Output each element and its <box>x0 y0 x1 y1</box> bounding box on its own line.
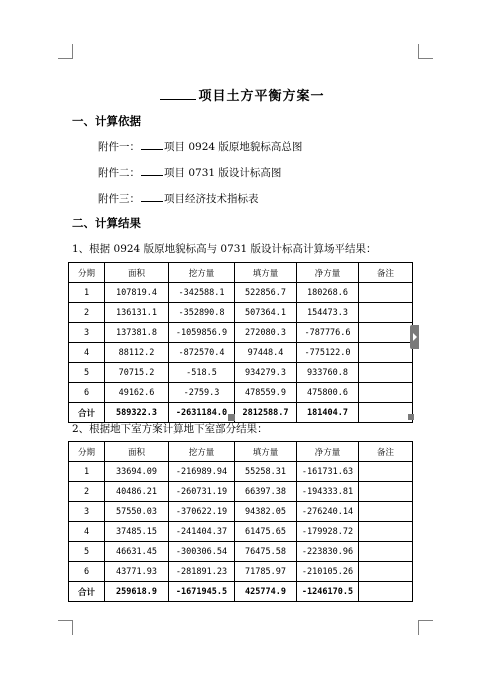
attachment-prefix: 附件三： <box>98 193 140 205</box>
table-cell: -1059856.9 <box>169 323 235 343</box>
title-blank-line <box>160 87 196 100</box>
col-header: 备注 <box>359 442 413 462</box>
attachment-prefix: 附件二： <box>98 167 140 179</box>
crop-mark-top-right <box>418 44 433 59</box>
attachment-prefix: 附件一： <box>98 141 140 153</box>
table-cell: 507364.1 <box>235 303 297 323</box>
table-cell <box>359 462 413 482</box>
table-cell: 37485.15 <box>105 522 169 542</box>
document-title <box>0 85 485 104</box>
table-move-handle[interactable] <box>228 414 235 421</box>
table-site-leveling <box>68 262 413 423</box>
col-header: 面积 <box>105 442 169 462</box>
table-cell: -276240.14 <box>297 502 359 522</box>
table-cell: 2 <box>69 303 105 323</box>
table-cell: 40486.21 <box>105 482 169 502</box>
table-cell <box>359 542 413 562</box>
table-cell: 6 <box>69 383 105 403</box>
table-cell: 3 <box>69 502 105 522</box>
table-cell: 88112.2 <box>105 343 169 363</box>
table-cell: 2 <box>69 482 105 502</box>
document-title-text: 项目土方平衡方案一 <box>198 89 325 104</box>
table-cell: 5 <box>69 542 105 562</box>
table-cell: 4 <box>69 343 105 363</box>
table-cell <box>359 323 413 343</box>
attachment-1 <box>98 139 302 154</box>
table-cell <box>359 562 413 582</box>
table-cell: 154473.3 <box>297 303 359 323</box>
table-row <box>69 343 413 363</box>
table-cell: 1 <box>69 462 105 482</box>
table-cell: -1246170.5 <box>297 582 359 602</box>
table-cell: 272080.3 <box>235 323 297 343</box>
table-cell: -260731.19 <box>169 482 235 502</box>
col-header: 挖方量 <box>169 263 235 283</box>
table-cell: -1671945.5 <box>169 582 235 602</box>
table-cell: 97448.4 <box>235 343 297 363</box>
table-cell: 46631.45 <box>105 542 169 562</box>
table-cell: -241404.37 <box>169 522 235 542</box>
table-row <box>69 283 413 303</box>
attachment-blank-line <box>141 165 163 176</box>
table-cell: 合计 <box>69 582 105 602</box>
attachment-text: 项目 0924 版原地貌标高总图 <box>164 141 303 153</box>
table-cell: 425774.9 <box>235 582 297 602</box>
col-header: 分期 <box>69 442 105 462</box>
col-header: 挖方量 <box>169 442 235 462</box>
table-cell: 259618.9 <box>105 582 169 602</box>
attachment-blank-line <box>141 139 163 150</box>
table-cell <box>359 522 413 542</box>
table-cell: -370622.19 <box>169 502 235 522</box>
table-cell: 66397.38 <box>235 482 297 502</box>
table-cell: 478559.9 <box>235 383 297 403</box>
table-row <box>69 303 413 323</box>
table-resize-handle[interactable] <box>408 414 414 420</box>
table-cell <box>359 343 413 363</box>
table-cell: -518.5 <box>169 363 235 383</box>
table-cell: 933760.8 <box>297 363 359 383</box>
crop-mark-bottom-left <box>58 620 73 635</box>
table-cell: 589322.3 <box>105 403 169 423</box>
crop-mark-bottom-right <box>418 620 433 635</box>
table-cell: 76475.58 <box>235 542 297 562</box>
col-header: 净方量 <box>297 263 359 283</box>
table2-caption: 2、根据地下室方案计算地下室部分结果： <box>72 423 268 435</box>
table-cell <box>359 582 413 602</box>
table-row <box>69 482 413 502</box>
table-cell: 4 <box>69 522 105 542</box>
table-row <box>69 323 413 343</box>
table-cell: -210105.26 <box>297 562 359 582</box>
table-cell <box>359 303 413 323</box>
table-basement <box>68 441 413 602</box>
table-cell: -872570.4 <box>169 343 235 363</box>
table-cell: 107819.4 <box>105 283 169 303</box>
col-header: 面积 <box>105 263 169 283</box>
table-row <box>69 562 413 582</box>
table-header-row <box>69 442 413 462</box>
table-cell: 934279.3 <box>235 363 297 383</box>
table-cell: 475800.6 <box>297 383 359 403</box>
table-cell: 94382.05 <box>235 502 297 522</box>
col-header: 填方量 <box>235 442 297 462</box>
attachment-blank-line <box>141 191 163 202</box>
table-row <box>69 522 413 542</box>
table-total-row <box>69 403 413 423</box>
col-header: 备注 <box>359 263 413 283</box>
table-cell <box>359 482 413 502</box>
table-cell: 57550.03 <box>105 502 169 522</box>
table-cell: -194333.81 <box>297 482 359 502</box>
table-cell: 180268.6 <box>297 283 359 303</box>
col-header: 分期 <box>69 263 105 283</box>
table-cell <box>359 403 413 423</box>
table-cell: -787776.6 <box>297 323 359 343</box>
table-row <box>69 542 413 562</box>
table-cell: 522856.7 <box>235 283 297 303</box>
table-cell: 61475.65 <box>235 522 297 542</box>
table-cell: -352890.8 <box>169 303 235 323</box>
table-total-row <box>69 582 413 602</box>
crop-mark-top-left <box>58 44 73 59</box>
table-cell <box>359 383 413 403</box>
table-cell <box>359 502 413 522</box>
table-cell: -2759.3 <box>169 383 235 403</box>
table-cell <box>359 283 413 303</box>
table-cell: 49162.6 <box>105 383 169 403</box>
table-cell: 2812588.7 <box>235 403 297 423</box>
table-cell: -281891.23 <box>169 562 235 582</box>
table-cell: -216989.94 <box>169 462 235 482</box>
side-expand-handle[interactable] <box>410 325 419 349</box>
table-cell: 33694.09 <box>105 462 169 482</box>
section2-heading: 二、计算结果 <box>72 216 141 230</box>
table-cell: 70715.2 <box>105 363 169 383</box>
table-cell: -179928.72 <box>297 522 359 542</box>
table1-caption: 1、根据 0924 版原地貌标高与 0731 版设计标高计算场平结果： <box>72 243 377 255</box>
table-header-row <box>69 263 413 283</box>
table-cell: -300306.54 <box>169 542 235 562</box>
attachment-2 <box>98 165 281 180</box>
table-row <box>69 363 413 383</box>
table-cell: 1 <box>69 283 105 303</box>
table-cell: 136131.1 <box>105 303 169 323</box>
table-row <box>69 502 413 522</box>
table-cell: 合计 <box>69 403 105 423</box>
table-cell: 3 <box>69 323 105 343</box>
attachment-3 <box>98 191 259 206</box>
col-header: 填方量 <box>235 263 297 283</box>
table-cell: 43771.93 <box>105 562 169 582</box>
table-row <box>69 383 413 403</box>
attachment-text: 项目经济技术指标表 <box>164 193 259 205</box>
table-cell: 181404.7 <box>297 403 359 423</box>
table-cell: -775122.0 <box>297 343 359 363</box>
table-cell: 6 <box>69 562 105 582</box>
table-cell: 5 <box>69 363 105 383</box>
table-cell: 71785.97 <box>235 562 297 582</box>
table-cell: -342588.1 <box>169 283 235 303</box>
table-cell: -2631184.0 <box>169 403 235 423</box>
section1-heading: 一、计算依据 <box>72 114 141 128</box>
table-cell: 137381.8 <box>105 323 169 343</box>
table-cell <box>359 363 413 383</box>
table-cell: 55258.31 <box>235 462 297 482</box>
attachment-text: 项目 0731 版设计标高图 <box>164 167 282 179</box>
table-cell: -223830.96 <box>297 542 359 562</box>
table-cell: -161731.63 <box>297 462 359 482</box>
col-header: 净方量 <box>297 442 359 462</box>
table-row <box>69 462 413 482</box>
